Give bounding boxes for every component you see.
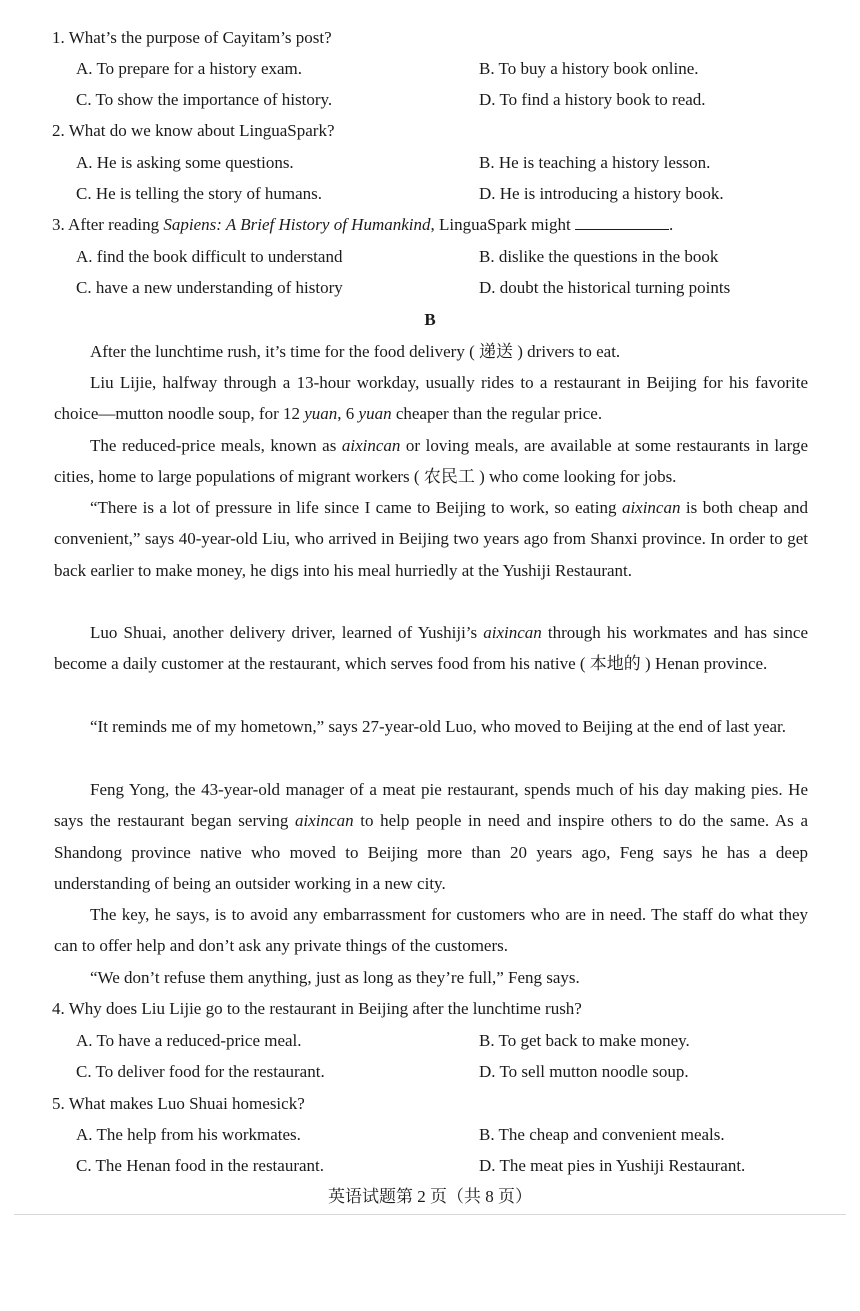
p7-text-a: Feng Yong, the 43-year-old manager of a meat pie restaurant, spends much of his day making pies. He says the restaurant began serving (54, 780, 808, 831)
q5-option-a: A. The help from his workmates. (76, 1125, 301, 1144)
passage-paragraph-7 (54, 774, 808, 899)
q2-option-d: D. He is introducing a history book. (479, 184, 724, 203)
q4-option-b: B. To get back to make money. (479, 1031, 690, 1050)
q3-option-c: C. have a new understanding of history (76, 278, 343, 297)
q1-option-a: A. To prepare for a history exam. (76, 59, 303, 78)
q3-option-a: A. find the book difficult to understand (76, 247, 343, 266)
q3-option-d: D. doubt the historical turning points (479, 278, 731, 297)
p7-text-b: to help people in need and inspire others to do the same. As a Shandong province native who moved to Beijing more than 20 years ago, Feng says he has a deep understanding of being an outsider working in a new city. (54, 811, 809, 893)
p4-text-b: is both cheap and convenient,” says 40-year-old Liu, who arrived in Beijing two years ago from Shanxi province. In order to get back earlier to make money, he digs into his meal hurriedly at the Yushiji Restaurant. (54, 498, 808, 580)
question-3 (52, 214, 673, 236)
section-b-heading: B (424, 310, 436, 329)
q1-option-c: C. To show the importance of history. (76, 90, 333, 109)
p7-aixincan: aixincan (295, 811, 354, 831)
passage-paragraph-4 (54, 492, 808, 586)
footer-divider (14, 1214, 846, 1215)
q4-option-c: C. To deliver food for the restaurant. (76, 1062, 325, 1081)
passage-paragraph-3 (54, 430, 808, 493)
question-5: 5. What makes Luo Shuai homesick? (52, 1094, 305, 1113)
q2-option-b: B. He is teaching a history lesson. (479, 153, 711, 172)
question-1: 1. What’s the purpose of Cayitam’s post? (52, 28, 332, 47)
q3-answer-blank (575, 214, 669, 230)
passage-paragraph-6: “It reminds me of my hometown,” says 27-year-old Luo, who moved to Beijing at the end of last year. (90, 717, 787, 736)
p3-text-a: The reduced-price meals, known as (90, 436, 342, 455)
q2-option-c: C. He is telling the story of humans. (76, 184, 323, 203)
q3-end: . (669, 215, 674, 234)
p5-text-a: Luo Shuai, another delivery driver, learned of Yushiji’s (90, 623, 484, 642)
p3-text-b: or loving meals, are available at some restaurants in large cities, home to large populations of migrant workers ( 农民工 ) who come looking for jobs. (54, 436, 808, 487)
p3-aixincan: aixincan (341, 436, 401, 455)
p2-yuan-1: yuan (304, 404, 338, 424)
q3-prefix: 3. After reading (52, 215, 164, 234)
p4-text-a: “There is a lot of pressure in life since I came to Beijing to work, so eating (90, 498, 622, 517)
page-footer: 英语试题第 2 页（共 8 页） (328, 1187, 532, 1206)
q5-option-c: C. The Henan food in the restaurant. (76, 1156, 325, 1175)
q3-book-title: Sapiens: A Brief History of Humankind (163, 215, 431, 234)
passage-paragraph-1: After the lunchtime rush, it’s time for the food delivery ( 递送 ) drivers to eat. (90, 342, 621, 361)
p5-text-b: through his workmates and has since become a daily customer at the restaurant, which serves food from his native ( 本地的 ) Henan province. (54, 623, 808, 674)
q4-option-a: A. To have a reduced-price meal. (76, 1031, 302, 1050)
q5-option-b: B. The cheap and convenient meals. (479, 1125, 725, 1144)
question-4: 4. Why does Liu Lijie go to the restaurant in Beijing after the lunchtime rush? (52, 999, 582, 1018)
p4-aixincan: aixincan (621, 498, 681, 517)
passage-paragraph-8: The key, he says, is to avoid any embarrassment for customers who are in need. The staff do what they can to offer help and don’t ask any private things of the customers. (54, 905, 808, 956)
passage-paragraph-2 (54, 367, 808, 430)
q4-option-d: D. To sell mutton noodle soup. (479, 1062, 689, 1081)
p2-text-a: Liu Lijie, halfway through a 13-hour workday, usually rides to a restaurant in Beijing for his favorite choice—mutton noodle soup, for 12 (54, 373, 808, 424)
q2-option-a: A. He is asking some questions. (76, 153, 294, 172)
q3-suffix: , LinguaSpark might (430, 215, 571, 234)
q5-option-d: D. The meat pies in Yushiji Restaurant. (479, 1156, 746, 1175)
p2-text-c: cheaper than the regular price. (391, 404, 603, 424)
p2-yuan-2: yuan (358, 404, 392, 424)
p2-text-b: , 6 (337, 404, 359, 424)
question-2: 2. What do we know about LinguaSpark? (52, 121, 335, 140)
q1-option-b: B. To buy a history book online. (479, 59, 699, 78)
passage-paragraph-9: “We don’t refuse them anything, just as long as they’re full,” Feng says. (90, 968, 580, 987)
passage-paragraph-5 (54, 617, 808, 680)
q1-option-d: D. To find a history book to read. (479, 90, 706, 109)
p5-aixincan: aixincan (483, 623, 542, 642)
q3-option-b: B. dislike the questions in the book (479, 247, 719, 266)
